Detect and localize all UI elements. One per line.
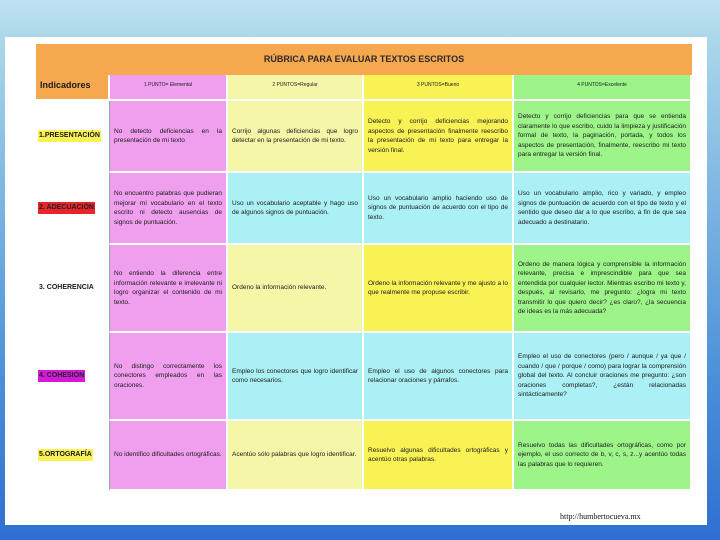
header-level-3: 3 PUNTOS=Bueno (364, 75, 514, 101)
cell-adecuacion-bueno (364, 173, 514, 245)
cell-cohesion-regular (228, 333, 364, 421)
header-level-1: 1 PUNTO= Elemental (110, 75, 228, 101)
cell-text: Ordeno la información relevante y me ajusto a lo que realmente me propuse escribir. (368, 279, 508, 296)
cell-text: Ordeno de manera lógica y comprensible la información relevante, precisa e imprescindible para que sea entendida por cualquier lector. Mientras escribo mi texto y, después, al revisarlo, me pregunto: ¿logra mi texto transmitir lo que quiero decir? ¿es claro?, ¿la secuencia de ideas es la más adecuada? (518, 260, 686, 315)
cell-text: No entiendo la diferencia entre información relevante e irrelevante ni logro organizar el contenido de mi texto. (114, 270, 222, 306)
cell-adecuacion-regular (228, 173, 364, 245)
indicator-ortografia (36, 421, 110, 491)
cell-coherencia-elemental (110, 245, 228, 333)
cell-presentacion-excelente (514, 101, 692, 173)
cell-adecuacion-elemental (110, 173, 228, 245)
cell-presentacion-elemental (110, 101, 228, 173)
indicator-label: 2. ADECUACIÓN (38, 202, 95, 214)
header-level-2: 2 PUNTOS=Regular (228, 75, 364, 101)
indicator-label: 5.ORTOGRAFÍA (38, 449, 93, 461)
cell-ortografia-elemental (110, 421, 228, 491)
cell-text: No distingo correctamente los conectores empleados en las oraciones. (114, 362, 222, 389)
cell-text: Ordeno la información relevante. (232, 284, 327, 292)
cell-coherencia-regular (228, 245, 364, 333)
cell-text: Detecto y corrijo deficiencias mejorando aspectos de presentación finalmente reescribo la presentación de mi texto para entregar la versión final. (368, 118, 508, 154)
cell-text: Empleo los conectores que logro identificar como necesarios. (232, 367, 358, 384)
source-credit: http://humbertocueva.mx (560, 512, 641, 521)
header-level-4: 4 PUNTOS=Excelente (514, 75, 692, 101)
indicator-cohesion (36, 333, 110, 421)
cell-coherencia-bueno (364, 245, 514, 333)
cell-text: Uso un vocabulario aceptable y hago uso de algunos signos de puntuación. (232, 199, 358, 216)
indicator-coherencia (36, 245, 110, 333)
cell-ortografia-regular (228, 421, 364, 491)
cell-text: No identifico dificultades ortográficas. (114, 451, 222, 459)
indicator-label: 3. COHERENCIA (38, 282, 95, 294)
cell-text: Acentúo sólo palabras que logro identificar. (232, 451, 357, 459)
cell-text: Detecto y corrijo deficiencias para que se entienda claramente lo que escribo, cuido la limpieza y justificación formal de texto, la paginación, portada, y todos los aspectos de presentación, finalmente, reescribo mi texto para entregar la versión final. (518, 113, 686, 159)
header-indicators: Indicadores (36, 75, 110, 101)
cell-presentacion-bueno (364, 101, 514, 173)
cell-ortografia-excelente (514, 421, 692, 491)
indicator-label: 4. COHESIÓN (38, 370, 85, 382)
cell-cohesion-excelente (514, 333, 692, 421)
cell-text: Resuelvo algunas dificultades ortográficas y acentúo otras palabras. (368, 446, 508, 463)
indicator-label: 1.PRESENTACIÓN (38, 130, 101, 142)
indicator-presentacion (36, 101, 110, 173)
cell-text: Uso un vocabulario amplio, rico y variado, y empleo signos de puntuación de acuerdo con el tipo de texto y el sentido que deseo dar a lo que escribo, a fin de que sea adecuado a destinatario. (518, 190, 686, 226)
cell-adecuacion-excelente (514, 173, 692, 245)
cell-text: No encuentro palabras que pudieran mejorar mi vocabulario en el texto escrito ni detecto ausencias de signos de puntuación. (114, 190, 222, 226)
cell-text: Uso un vocabulario amplio haciendo uso de signos de puntuación de acuerdo con el tipo de texto. (368, 194, 508, 221)
cell-presentacion-regular (228, 101, 364, 173)
cell-text: Resuelvo todas las dificultades ortográficas, como por ejemplo, el uso correcto de b, v, c, s, z...y acentúo todas las palabras que lo requieren. (518, 441, 686, 468)
cell-coherencia-excelente (514, 245, 692, 333)
cell-cohesion-elemental (110, 333, 228, 421)
cell-text: Empleo el uso de conectores (pero / aunque / ya que / cuando / que / porque / como) para lograr la comprensión global del texto. Al concluir oraciones me pregunto: ¿son oraciones completas?, ¿están relacionadas sintácticamente? (518, 353, 686, 399)
cell-cohesion-bueno (364, 333, 514, 421)
cell-text: Corrijo algunas deficiencias que logro detectar en la presentación de mi texto. (232, 127, 358, 144)
cell-text: Empleo el uso de algunos conectores para relacionar oraciones y párrafos. (368, 367, 508, 384)
indicator-adecuacion (36, 173, 110, 245)
cell-ortografia-bueno (364, 421, 514, 491)
cell-text: No detecto deficiencias en la presentación de mi texto (114, 127, 222, 144)
rubric-table (36, 75, 692, 491)
rubric-title: RÚBRICA PARA EVALUAR TEXTOS ESCRITOS (36, 44, 692, 112)
slide-canvas (5, 37, 707, 525)
